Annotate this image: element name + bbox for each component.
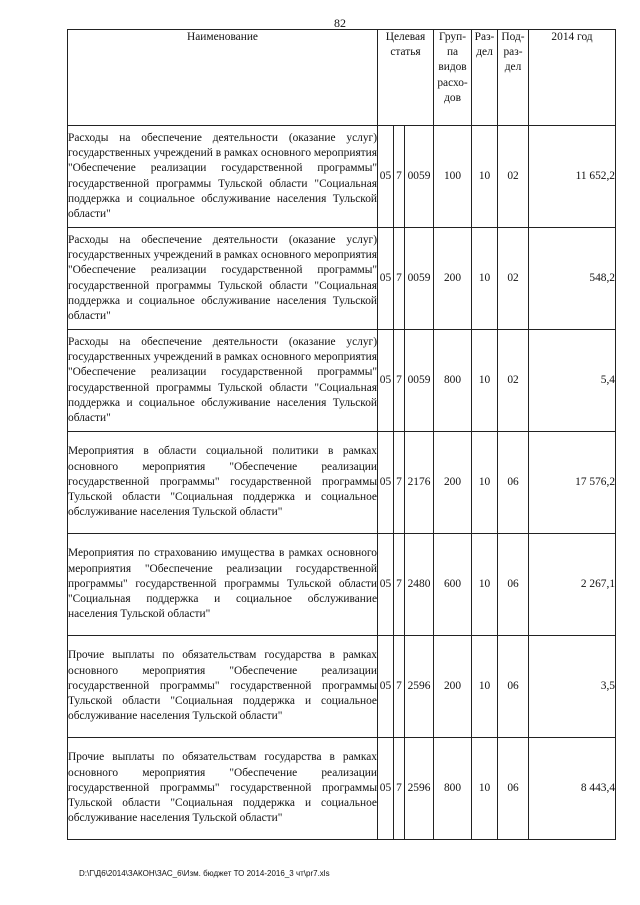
expense-group: 200 xyxy=(434,432,472,534)
article-part-2: 7 xyxy=(394,738,405,840)
row-name: Мероприятия в области социальной политики в рамках основного мероприятия "Обеспечение реализации государственной программы" государственной программы Тульской области "Социальная поддержка и социальное обслуживание населения Тульской области" xyxy=(68,432,378,534)
expense-group: 100 xyxy=(434,126,472,228)
amount: 2 267,1 xyxy=(529,534,616,636)
table-row xyxy=(68,534,616,636)
article-part-1: 05 xyxy=(378,126,394,228)
article-part-1: 05 xyxy=(378,534,394,636)
article-part-3: 2596 xyxy=(405,636,434,738)
article-part-3: 2176 xyxy=(405,432,434,534)
expense-group: 800 xyxy=(434,330,472,432)
expense-group: 600 xyxy=(434,534,472,636)
subsection: 06 xyxy=(498,534,529,636)
article-part-3: 0059 xyxy=(405,126,434,228)
row-name: Расходы на обеспечение деятельности (оказание услуг) государственных учреждений в рамках основного мероприятия "Обеспечение реализации государственной программы" государственной программы Тульской области "Социальная поддержка и социальное обслуживание населения Тульской области" xyxy=(68,330,378,432)
section: 10 xyxy=(472,228,498,330)
article-part-3: 2480 xyxy=(405,534,434,636)
subsection: 06 xyxy=(498,738,529,840)
amount: 8 443,4 xyxy=(529,738,616,840)
expense-group: 800 xyxy=(434,738,472,840)
header-name: Наименование xyxy=(68,30,378,126)
article-part-2: 7 xyxy=(394,534,405,636)
subsection: 06 xyxy=(498,636,529,738)
section: 10 xyxy=(472,330,498,432)
page-number: 82 xyxy=(334,16,346,30)
expense-group: 200 xyxy=(434,636,472,738)
budget-table xyxy=(67,29,616,840)
table-row xyxy=(68,330,616,432)
article-part-2: 7 xyxy=(394,330,405,432)
article-part-1: 05 xyxy=(378,636,394,738)
article-part-2: 7 xyxy=(394,432,405,534)
article-part-1: 05 xyxy=(378,432,394,534)
row-name: Прочие выплаты по обязательствам государства в рамках основного мероприятия "Обеспечение реализации государственной программы" государственной программы Тульской области "Социальная поддержка и социальное обслуживание населения Тульской области" xyxy=(68,636,378,738)
row-name: Мероприятия по страхованию имущества в рамках основного мероприятия "Обеспечение реализации государственной программы" государственной программы Тульской области "Социальная поддержка и социальное обслуживание населения Тульской области" xyxy=(68,534,378,636)
table-row xyxy=(68,432,616,534)
article-part-3: 0059 xyxy=(405,330,434,432)
section: 10 xyxy=(472,534,498,636)
section: 10 xyxy=(472,738,498,840)
article-part-1: 05 xyxy=(378,228,394,330)
amount: 3,5 xyxy=(529,636,616,738)
header-target-article: Целевая статья xyxy=(378,30,434,126)
article-part-1: 05 xyxy=(378,330,394,432)
article-part-2: 7 xyxy=(394,636,405,738)
row-name: Расходы на обеспечение деятельности (оказание услуг) государственных учреждений в рамках основного мероприятия "Обеспечение реализации государственной программы" государственной программы Тульской области "Социальная поддержка и социальное обслуживание населения Тульской области" xyxy=(68,126,378,228)
amount: 11 652,2 xyxy=(529,126,616,228)
amount: 17 576,2 xyxy=(529,432,616,534)
article-part-3: 0059 xyxy=(405,228,434,330)
article-part-2: 7 xyxy=(394,228,405,330)
section: 10 xyxy=(472,126,498,228)
table-row xyxy=(68,228,616,330)
table-row xyxy=(68,126,616,228)
table-header-row xyxy=(68,30,616,126)
section: 10 xyxy=(472,636,498,738)
subsection: 02 xyxy=(498,228,529,330)
table-row xyxy=(68,738,616,840)
amount: 5,4 xyxy=(529,330,616,432)
article-part-2: 7 xyxy=(394,126,405,228)
row-name: Расходы на обеспечение деятельности (оказание услуг) государственных учреждений в рамках основного мероприятия "Обеспечение реализации государственной программы" государственной программы Тульской области "Социальная поддержка и социальное обслуживание населения Тульской области" xyxy=(68,228,378,330)
header-subsection: Под-раз-дел xyxy=(498,30,529,126)
subsection: 02 xyxy=(498,330,529,432)
amount: 548,2 xyxy=(529,228,616,330)
header-year: 2014 год xyxy=(529,30,616,126)
row-name: Прочие выплаты по обязательствам государства в рамках основного мероприятия "Обеспечение реализации государственной программы" государственной программы Тульской области "Социальная поддержка и социальное обслуживание населения Тульской области" xyxy=(68,738,378,840)
subsection: 02 xyxy=(498,126,529,228)
header-expense-group: Груп-па видов расхо-дов xyxy=(434,30,472,126)
article-part-3: 2596 xyxy=(405,738,434,840)
section: 10 xyxy=(472,432,498,534)
table-row xyxy=(68,636,616,738)
expense-group: 200 xyxy=(434,228,472,330)
article-part-1: 05 xyxy=(378,738,394,840)
header-section: Раз-дел xyxy=(472,30,498,126)
subsection: 06 xyxy=(498,432,529,534)
file-path-footer: D:\Г\Д6\2014\ЗАКОН\ЗАС_6\Изм. бюджет ТО 2014-2016_3 чт\pr7.xls xyxy=(79,869,330,878)
